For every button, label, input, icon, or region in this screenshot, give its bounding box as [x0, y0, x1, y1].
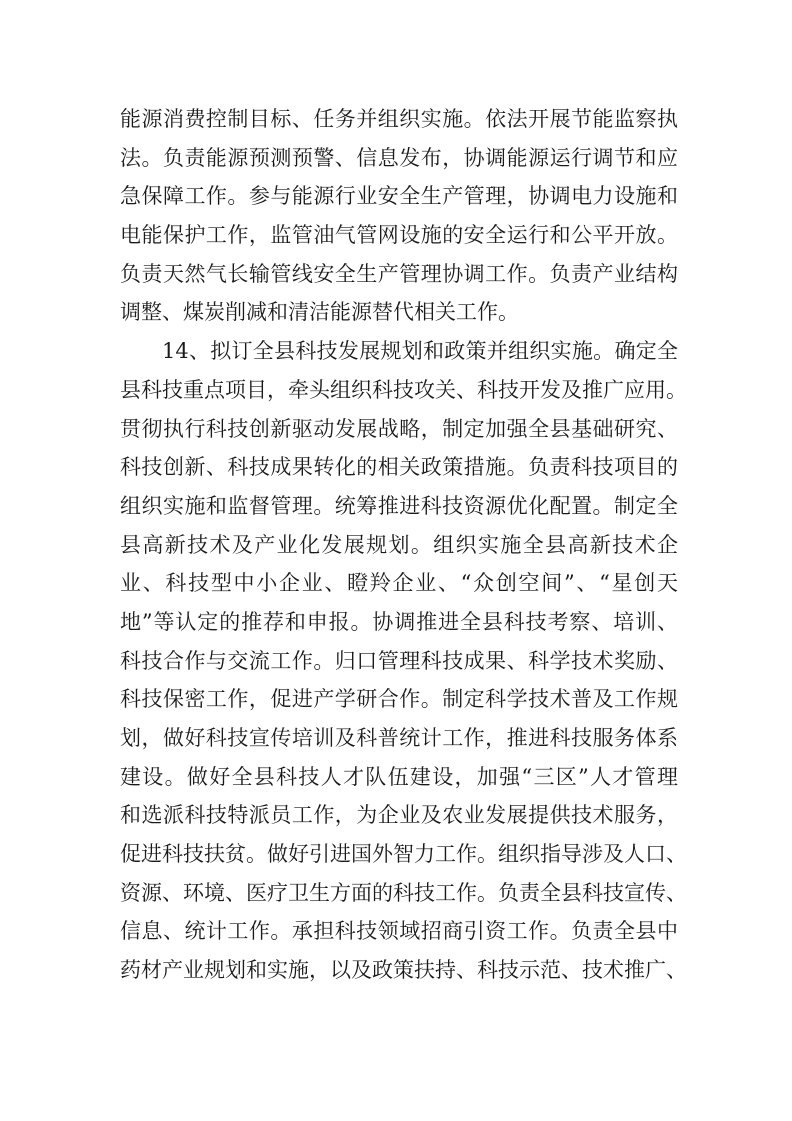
text-line: 科技合作与交流工作。归口管理科技成果、科学技术奖励、 [120, 648, 678, 673]
text-line: 组织实施和监督管理。统筹推进科技资源优化配置。制定全 [120, 493, 678, 518]
text-line: 划，做好科技宣传培训及科普统计工作，推进科技服务体系 [120, 726, 678, 750]
text-line: 科技创新、科技成果转化的相关政策措施。负责科技项目的 [120, 455, 678, 480]
text-line: 县高新技术及产业化发展规划。组织实施全县高新技术企 [120, 532, 678, 557]
text-line: 急保障工作。参与能源行业安全生产管理，协调电力设施和 [120, 184, 678, 209]
document-body [120, 100, 687, 990]
text-line: 科技保密工作，促进产学研合作。制定科学技术普及工作规 [120, 687, 678, 712]
text-line: 法。负责能源预测预警、信息发布，协调能源运行调节和应 [120, 145, 678, 170]
text-line: 信息、统计工作。承担科技领域招商引资工作。负责全县中 [120, 919, 678, 944]
text-line: 资源、环境、医疗卫生方面的科技工作。负责全县科技宣传、 [120, 880, 687, 905]
text-line: 能源消费控制目标、任务并组织实施。依法开展节能监察执 [120, 107, 678, 131]
text-line: 电能保护工作，监管油气管网设施的安全运行和公平开放。 [120, 223, 678, 248]
text-line: 和选派科技特派员工作，为企业及农业发展提供技术服务， [120, 803, 678, 828]
paragraph-start-line: 14、拟订全县科技发展规划和政策并组织实施。确定全 [162, 339, 678, 364]
text-line: 县科技重点项目，牵头组织科技攻关、科技开发及推广应用。 [120, 377, 687, 402]
text-line: 促进科技扶贫。做好引进国外智力工作。组织指导涉及人口、 [120, 842, 687, 867]
text-line: 业、科技型中小企业、瞪羚企业、“众创空间”、“星创天 [120, 571, 678, 596]
text-line: 药材产业规划和实施，以及政策扶持、科技示范、技术推广、 [120, 958, 687, 983]
text-line: 地”等认定的推荐和申报。协调推进全县科技考察、培训、 [120, 609, 678, 634]
text-line: 建设。做好全县科技人才队伍建设，加强“三区”人才管理 [120, 764, 678, 789]
text-line: 负责天然气长输管线安全生产管理协调工作。负责产业结构 [120, 261, 678, 286]
text-line: 贯彻执行科技创新驱动发展战略，制定加强全县基础研究、 [120, 416, 678, 441]
text-line: 调整、煤炭削减和清洁能源替代相关工作。 [120, 300, 519, 325]
